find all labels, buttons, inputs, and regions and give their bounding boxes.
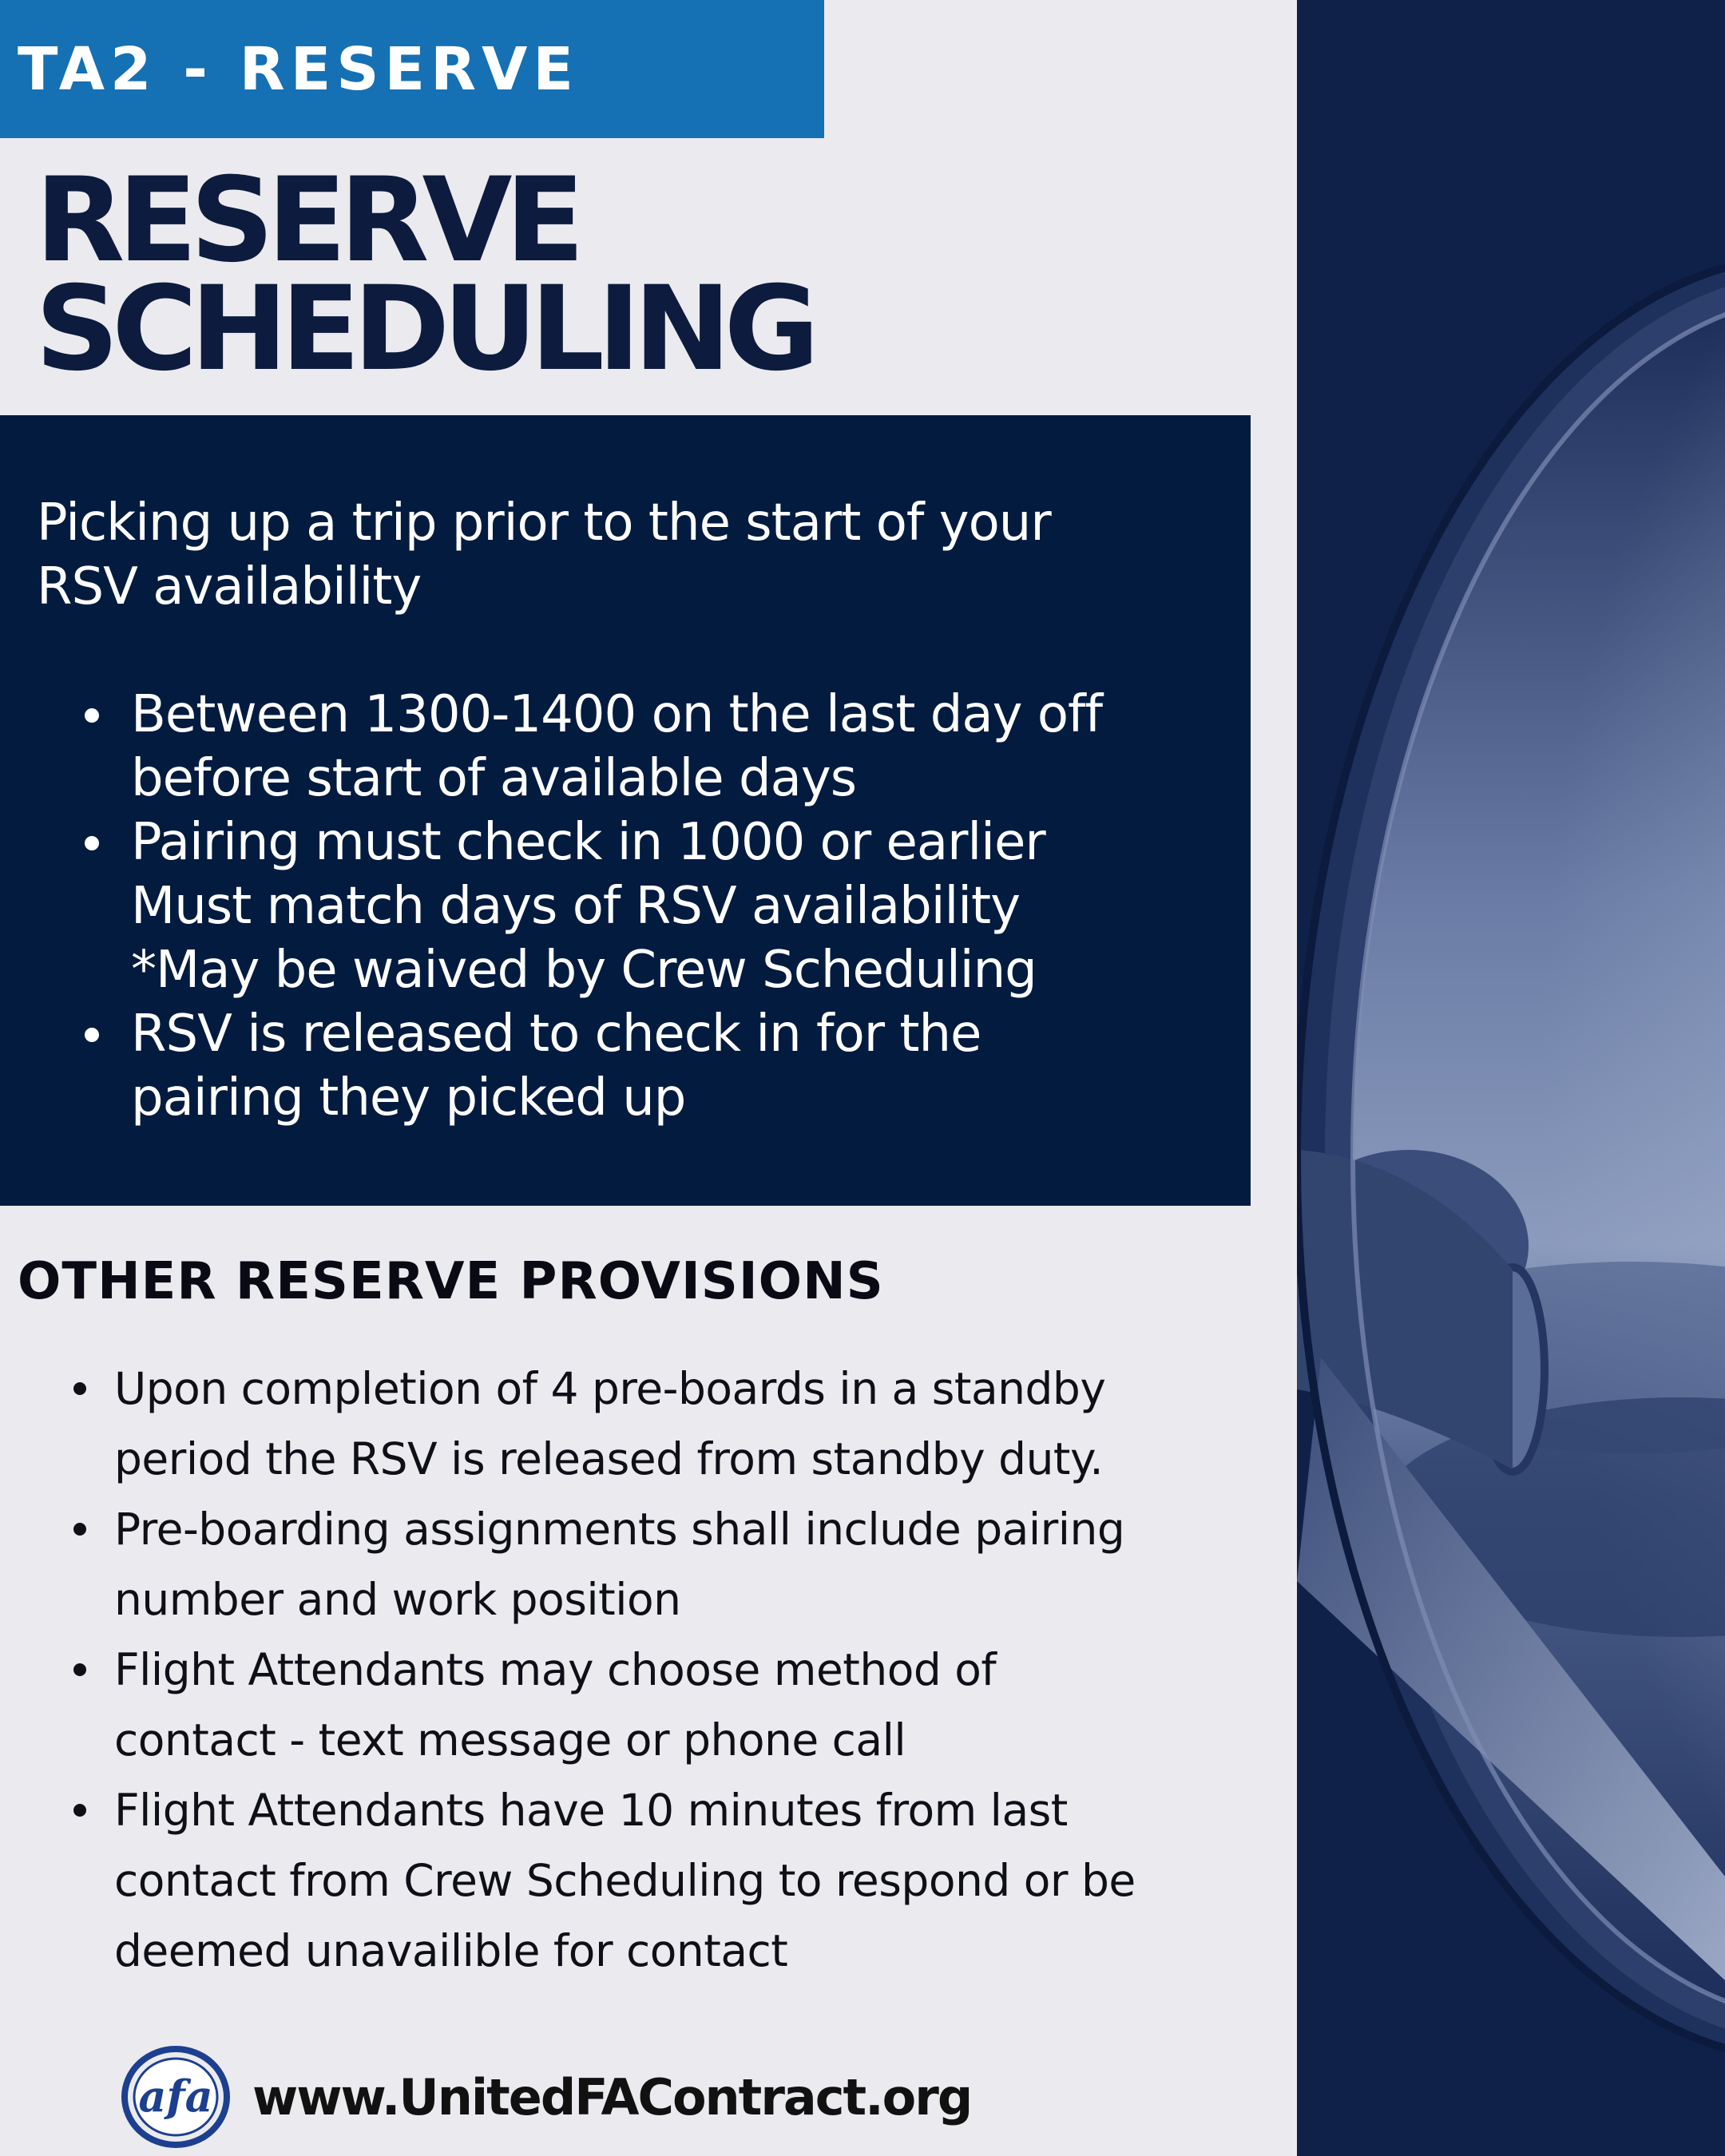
title-line-1: RESERVE	[35, 153, 578, 288]
highlight-bullet-item	[37, 810, 1219, 1002]
highlight-bullet-list	[37, 683, 1219, 1130]
highlight-bullet-item	[37, 683, 1219, 810]
title-line-2: SCHEDULING	[35, 261, 813, 397]
logo-text: afa	[138, 2071, 213, 2122]
website-link[interactable]: www.UnitedFAContract.org	[252, 2067, 972, 2126]
bullet-line: pairing they picked up	[131, 1068, 686, 1128]
tag-label: TA2 - RESERVE	[18, 34, 579, 104]
provision-line: period the RSV is released from standby duty.	[114, 1433, 1104, 1484]
provision-line: number and work position	[114, 1574, 681, 1625]
section-heading: OTHER RESERVE PROVISIONS	[18, 1252, 884, 1311]
provision-item	[0, 1494, 1246, 1635]
page-title	[35, 153, 813, 397]
provision-item	[0, 1635, 1246, 1775]
provision-line: contact from Crew Scheduling to respond or be	[114, 1855, 1136, 1906]
bullet-dot-icon	[73, 1663, 86, 1676]
bullet-dot-icon	[85, 708, 99, 723]
bullet-line: before start of available days	[131, 749, 857, 808]
provision-line: Pre-boarding assignments shall include pairing	[114, 1504, 1125, 1555]
bullet-line: RSV is released to check in for the	[131, 1005, 981, 1064]
airplane-window-photo	[1297, 0, 1725, 2156]
provision-line: Flight Attendants have 10 minutes from last	[114, 1785, 1068, 1836]
intro-line-2: RSV availability	[37, 557, 422, 616]
highlight-intro	[37, 491, 1219, 619]
provision-line: Flight Attendants may choose method of	[114, 1644, 997, 1695]
tag-bar	[0, 0, 824, 138]
bullet-line: Pairing must check in 1000 or earlier	[131, 813, 1045, 872]
intro-line-1: Picking up a trip prior to the start of your	[37, 493, 1051, 553]
provision-line: deemed unavailible for contact	[114, 1925, 788, 1976]
bullet-dot-icon	[73, 1382, 86, 1395]
bullet-line: Between 1300-1400 on the last day off	[131, 685, 1103, 744]
provision-line: contact - text message or phone call	[114, 1714, 906, 1766]
provision-line: Upon completion of 4 pre-boards in a standby	[114, 1363, 1106, 1414]
provision-item	[0, 1353, 1246, 1494]
provisions-list	[0, 1353, 1246, 1986]
provision-item	[0, 1775, 1246, 1986]
bullet-line: *May be waived by Crew Scheduling	[131, 941, 1037, 1000]
highlight-bullet-item	[37, 1002, 1219, 1130]
bullet-dot-icon	[85, 836, 99, 850]
bullet-dot-icon	[73, 1523, 86, 1536]
bullet-line: Must match days of RSV availability	[131, 877, 1020, 936]
highlight-box	[0, 415, 1251, 1206]
bullet-dot-icon	[73, 1804, 86, 1817]
footer	[120, 2044, 971, 2150]
bullet-dot-icon	[85, 1028, 99, 1042]
afa-logo-icon	[120, 2044, 232, 2150]
